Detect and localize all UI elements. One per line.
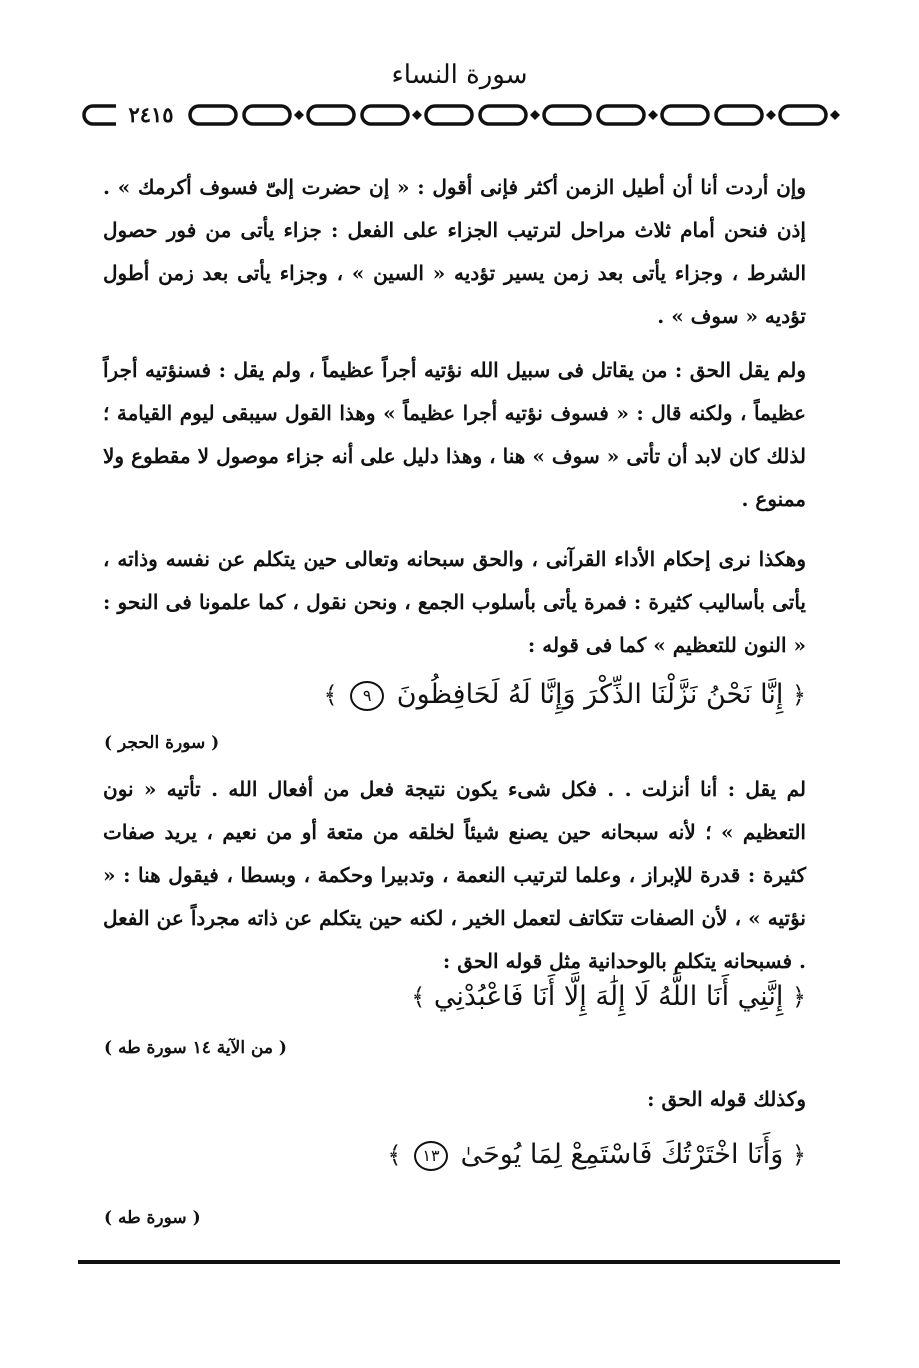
page-number: ٢٤١٥: [116, 99, 186, 131]
paragraph-3: وهكذا نرى إحكام الأداء القرآنى ، والحق سبحانه وتعالى حين يتكلم عن نفسه وذاته ، يأتى بأساليب كثيرة : فمرة يأتى بأسلوب الجمع ، ونحن نقول ، كما علمونا فى النحو : « النون للتعظيم » كما فى قوله :: [103, 547, 806, 657]
verse-close-bracket: ﴾: [411, 983, 426, 1011]
verse-source-reference: ( سورة الحجر ): [104, 733, 220, 753]
verse-close-bracket: ﴾: [323, 681, 338, 709]
verse-source-reference: ( من الآية ١٤ سورة طه ): [104, 1038, 287, 1058]
verse-number-marker: ٩: [350, 681, 384, 711]
footer-rule: [78, 1260, 840, 1264]
paragraph-1: وإن أردت أنا أن أطيل الزمن أكثر فإنى أقول : « إن حضرت إلىّ فسوف أكرمك » . إذن فنحن أمام ثلاث مراحل لترتيب الجزاء على الفعل : جزاء يأتى من فور حصول الشرط ، وجزاء يأتى بعد زمن يسير تؤديه « السين » ، وجزاء يأتى بعد زمن أطول تؤديه « سوف » .: [103, 175, 806, 328]
verse-open-bracket: ﴿: [791, 983, 806, 1011]
quran-verse-3: [103, 1130, 806, 1180]
quran-verse-2: [103, 972, 806, 1022]
paragraph-5: وكذلك قوله الحق :: [647, 1087, 806, 1111]
verse-open-bracket: ﴿: [791, 1141, 806, 1169]
paragraph-2: ولم يقل الحق : من يقاتل فى سبيل الله نؤتيه أجراً عظيماً ، ولم يقل : فسنؤتيه أجراً عظيماً ، ولكنه قال : « فسوف نؤتيه أجرا عظيماً » وهذا القول سيبقى ليوم القيامة ؛ لذلك كان لابد أن تأتى « سوف » هنا ، وهذا دليل على أنه جزاء موصول لا مقطوع ولا ممنوع .: [103, 358, 806, 511]
surah-title: سورة النساء: [391, 60, 528, 90]
paragraph-4: لم يقل : أنا أنزلت . . فكل شىء يكون نتيجة فعل من أفعال الله . تأتيه « نون التعظيم » ؛ لأنه سبحانه حين يصنع شيئاً لخلقه من متعة أو من نعيم ، يريد صفات كثيرة : قدرة للإبراز ، وعلما لترتيب النعمة ، وتدبيرا وحكمة ، وبسطا ، فيقول هنا : « نؤتيه » ، لأن الصفات تتكاتف لتعمل الخير ، لكنه حين يتكلم عن ذاته مجرداً عن الفعل . فسبحانه يتكلم بالوحدانية مثل قوله الحق :: [103, 777, 806, 973]
verse-open-bracket: ﴿: [791, 681, 806, 709]
verse-number-marker: ١٣: [414, 1141, 448, 1171]
header-ornament-border: [80, 98, 842, 132]
verse-text: وَأَنَا اخْتَرْتُكَ فَاسْتَمِعْ لِمَا يُوحَىٰ: [460, 1139, 784, 1170]
verse-source-reference: ( سورة طه ): [104, 1208, 201, 1228]
verse-text: إِنَّنِي أَنَا اللَّهُ لَا إِلَٰهَ إِلَّا أَنَا فَاعْبُدْنِي: [433, 981, 784, 1012]
verse-close-bracket: ﴾: [387, 1141, 402, 1169]
verse-text: إِنَّا نَحْنُ نَزَّلْنَا الذِّكْرَ وَإِنَّا لَهُ لَحَافِظُونَ: [396, 679, 784, 710]
quran-verse-1: [103, 670, 806, 720]
